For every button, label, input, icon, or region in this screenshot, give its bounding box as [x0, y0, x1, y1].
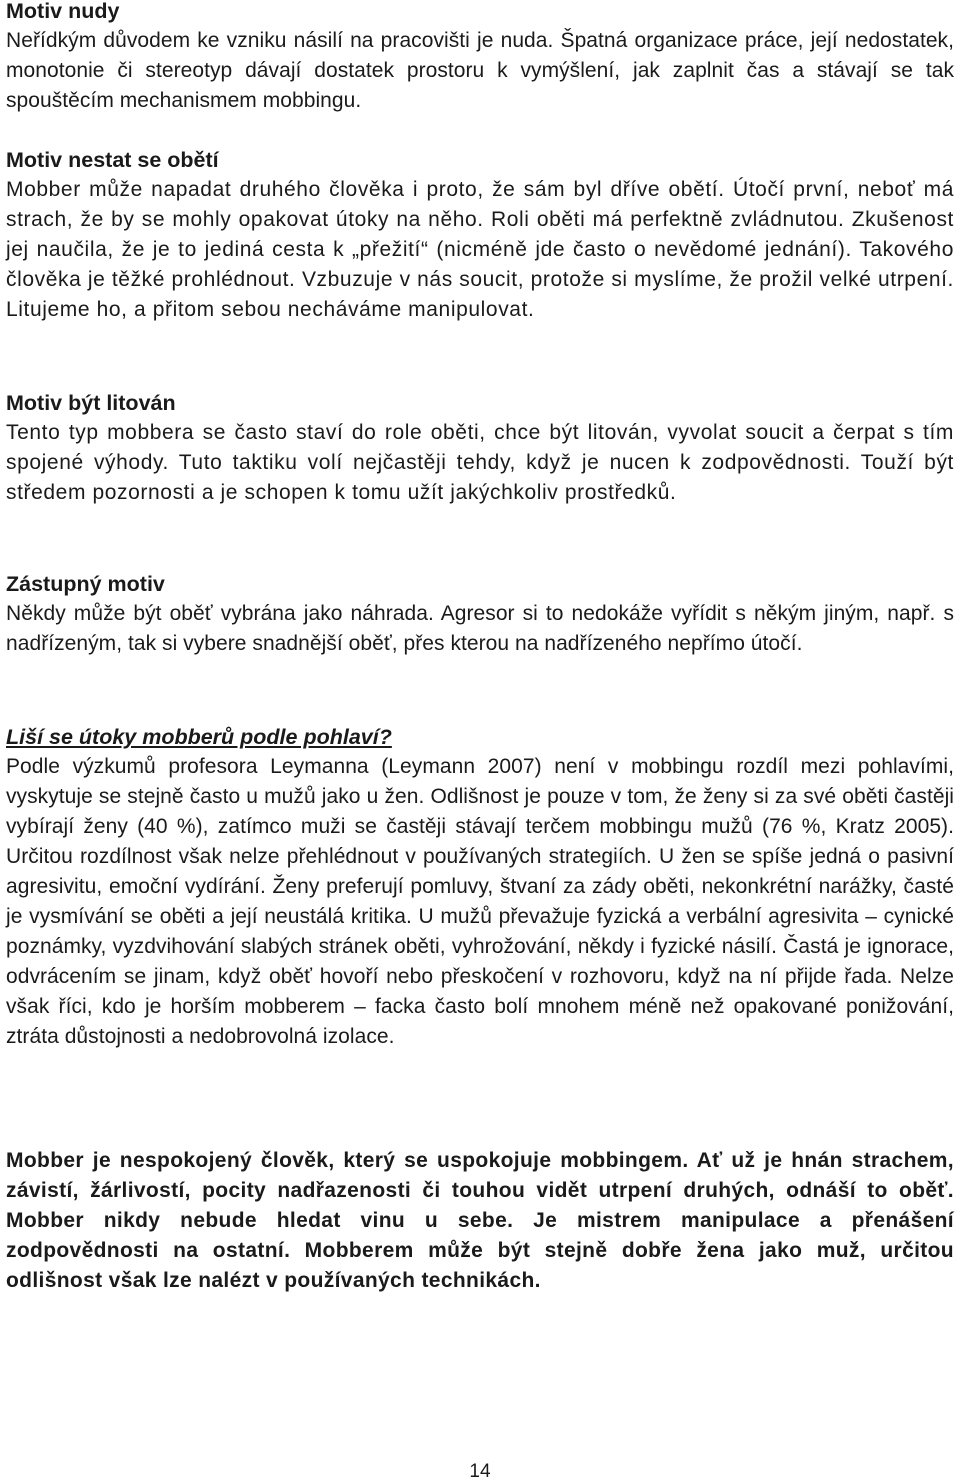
section-heading: Motiv být litován: [6, 391, 176, 415]
section-zastupny-motiv: [6, 569, 954, 659]
section-heading: Zástupný motiv: [6, 572, 165, 596]
section-paragraph: Neřídkým důvodem ke vzniku násilí na pracovišti je nuda. Špatná organizace práce, její nedostatek, monotonie či stereotyp dávají dostatek prostoru k vymýšlení, jak zaplnit čas a stávají se tak spouštěcím mechanismem mobbingu.: [6, 29, 954, 112]
section-motiv-nudy: [6, 0, 954, 116]
section-lisi-se-utoky: [6, 722, 954, 1052]
section-motiv-byt-litovan: [6, 388, 954, 508]
section-motiv-nestat-se-obeti: [6, 145, 954, 325]
section-heading: Motiv nudy: [6, 0, 120, 23]
section-paragraph: Někdy může být oběť vybrána jako náhrada. Agresor si to nedokáže vyřídit s někým jiným, např. s nadřízeným, tak si vybere snadnější oběť, přes kterou na nadřízeného nepřímo útočí.: [6, 602, 954, 655]
section-paragraph: Podle výzkumů profesora Leymanna (Leymann 2007) není v mobbingu rozdíl mezi pohlavími, vyskytuje se stejně často u mužů jako u žen. Odlišnost je pouze v tom, že ženy si za své oběti častěji vybírají ženy (40 %), zatímco muži se častěji stávají terčem mobbingu mužů (76 %, Kratz 2005). Určitou rozdílnost však nelze přehlédnout v používaných strategiích. U žen se spíše jedná o pasivní agresivitu, emoční vydírání. Ženy preferují pomluvy, štvaní za zády oběti, nekonkrétní narážky, časté je vysmívání se oběti a její neustálá kritika. U mužů převažuje fyzická a verbální agresivita – cynické poznámky, vyzdvihování slabých stránek oběti, vyhrožování, někdy i fyzické násilí. Častá je ignorace, odvrácením se jinam, když oběť hovoří nebo přeskočení v rozhovoru, když na ní přijde řada. Nelze však říci, kdo je horším mobberem – facka často bolí mnohem méně než opakované ponižování, ztráta důstojnosti a nedobrovolná izolace.: [6, 755, 954, 1048]
summary-section: [6, 1146, 954, 1296]
section-heading: Liší se útoky mobberů podle pohlaví?: [6, 725, 392, 749]
section-paragraph: Mobber může napadat druhého člověka i proto, že sám byl dříve obětí. Útočí první, neboť má strach, že by se mohly opakovat útoky na něho. Roli oběti má perfektně zvládnutou. Zkušenost jej naučila, že je to jediná cesta k „přežití“ (nicméně jde často o nevědomé jednání). Takového člověka je těžké prohlédnout. Vzbuzuje v nás soucit, protože si myslíme, že prožil velké utrpení. Litujeme ho, a přitom sebou necháváme manipulovat.: [6, 178, 954, 321]
section-paragraph: Tento typ mobbera se často staví do role oběti, chce být litován, vyvolat soucit a čerpat s tím spojené výhody. Tuto taktiku volí nejčastěji tehdy, když je nucen k zodpovědnosti. Touží být středem pozornosti a je schopen k tomu užít jakýchkoliv prostředků.: [6, 421, 954, 504]
page-number: 14: [469, 1461, 491, 1482]
summary-paragraph: Mobber je nespokojený člověk, který se uspokojuje mobbingem. Ať už je hnán strachem, závistí, žárlivostí, pocity nadřazenosti či touhou vidět utrpení druhých, odnáší to oběť. Mobber nikdy nebude hledat vinu u sebe. Je mistrem manipulace a přenášení zodpovědnosti na ostatní. Mobberem může být stejně dobře žena jako muž, určitou odlišnost však lze nalézt v používaných technikách.: [6, 1149, 954, 1292]
section-heading: Motiv nestat se obětí: [6, 148, 219, 172]
